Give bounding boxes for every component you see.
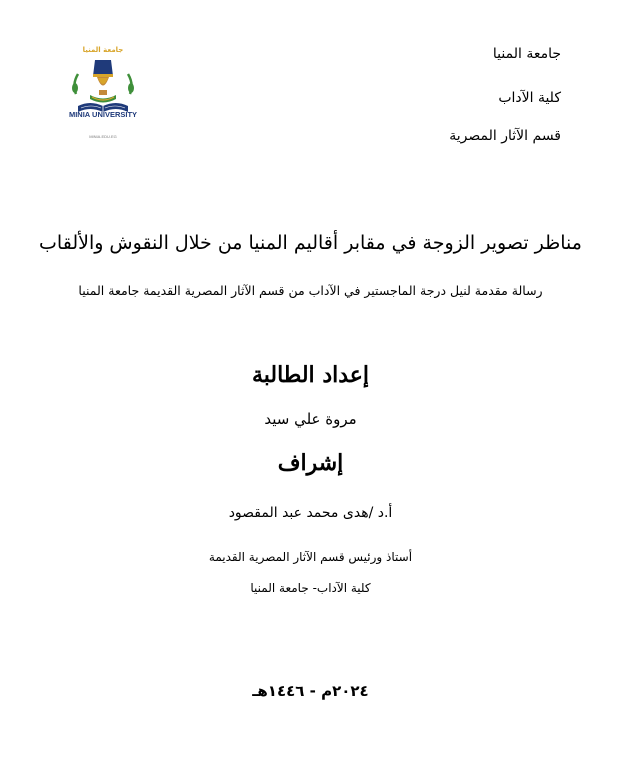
- department-name: قسم الآثار المصرية: [449, 128, 561, 144]
- date-line: ٢٠٢٤م - ١٤٤٦هـ: [252, 682, 369, 700]
- thesis-title: مناظر تصوير الزوجة في مقابر أقاليم المنيا من خلال النقوش والألقاب: [39, 232, 582, 254]
- faculty-name: كلية الآداب: [498, 90, 561, 106]
- supervisor-name: أ.د /هدى محمد عبد المقصود: [228, 505, 393, 521]
- supervisor-affiliation: كلية الآداب- جامعة المنيا: [250, 581, 371, 595]
- nefertiti-book-icon: [66, 54, 140, 118]
- logo-english-text: MINIA UNIVERSITY: [68, 110, 138, 119]
- thesis-subtitle: رسالة مقدمة لنيل درجة الماجستير في الآداب من قسم الآثار المصرية القديمة جامعة المنيا: [78, 283, 543, 298]
- minia-university-logo: [66, 46, 140, 138]
- logo-arabic-text: جامعة المنيا: [82, 46, 124, 54]
- supervision-heading: إشراف: [277, 450, 344, 476]
- university-name: جامعة المنيا: [492, 46, 561, 62]
- supervisor-position: أستاذ ورئيس قسم الآثار المصرية القديمة: [208, 550, 413, 564]
- prepared-by-heading: إعداد الطالبة: [251, 362, 370, 388]
- student-name: مروة علي سيد: [264, 410, 357, 428]
- logo-url-text: MINIA.EDU.EG: [89, 134, 117, 139]
